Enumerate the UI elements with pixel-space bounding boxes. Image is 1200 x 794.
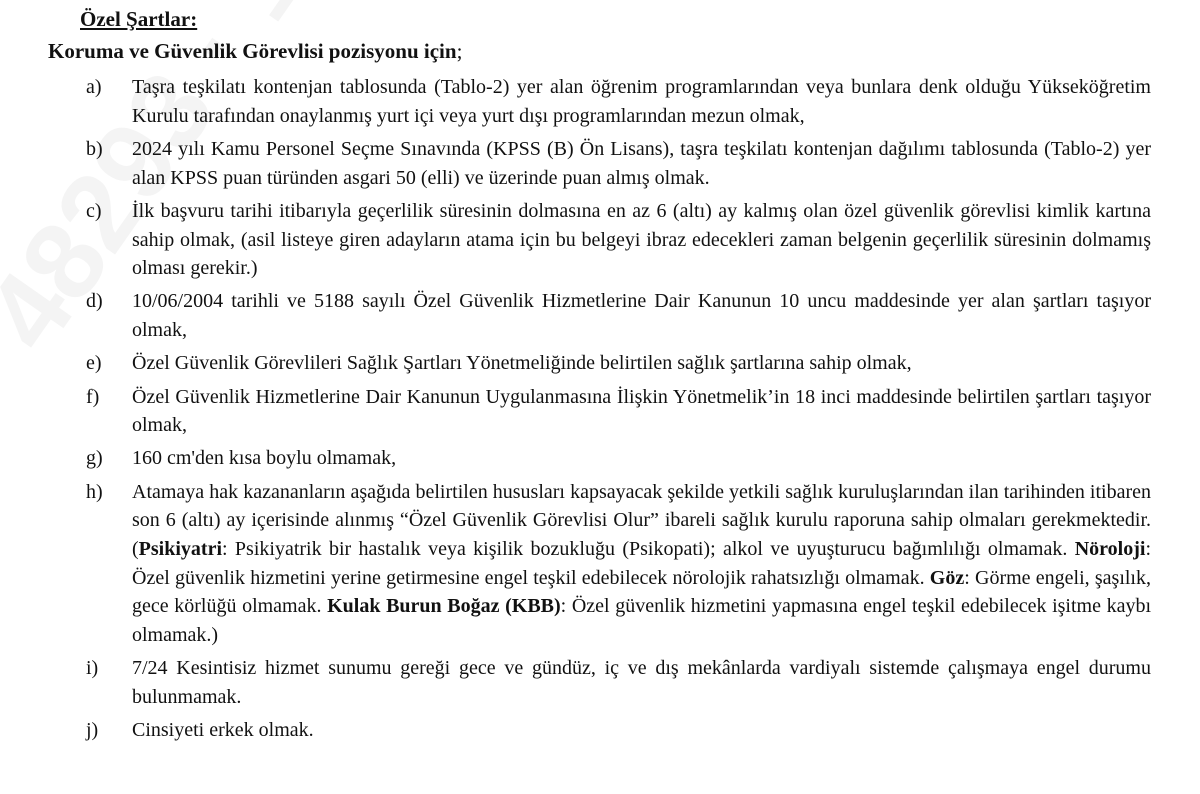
requirement-text-run: 10/06/2004 tarihli ve 5188 sayılı Özel Güvenlik Hizmetlerine Dair Kanunun 10 uncu maddesinde yer alan şartları taşıyor olmak,: [132, 290, 1151, 342]
requirement-text-run: : Psikiyatrik bir hastalık veya kişilik bozukluğu (Psikopati); alkol ve uyuşturucu bağımlılığı olmamak.: [222, 538, 1075, 561]
requirement-marker: b): [86, 137, 103, 160]
intro-position-title: Koruma ve Güvenlik Görevlisi pozisyonu için: [48, 39, 457, 63]
requirement-text: [132, 478, 1151, 650]
requirement-text-run: 7/24 Kesintisiz hizmet sunumu gereği gece ve gündüz, iç ve dış mekânlarda vardiyalı sistemde çalışmaya engel durumu bulunmamak.: [132, 657, 1151, 709]
requirement-item: [0, 197, 1200, 283]
requirement-text: [132, 383, 1151, 440]
requirement-text-run: : Özel güvenlik hizmetini yerine getirmesine engel teşkil edebilecek nörolojik rahatsızlığı olmamak.: [132, 538, 1151, 589]
requirement-text-run: : Görme engeli, şaşılık, gece körlüğü olmamak.: [132, 566, 1151, 618]
requirement-marker: h): [86, 480, 103, 503]
requirement-text: [132, 654, 1151, 711]
requirement-text-run: İlk başvuru tarihi itibarıyla geçerlilik süresinin dolmasına en az 6 (altı) ay kalmış olan özel güvenlik görevlisi kimlik kartına sahip olmak, (asil listeye giren adayların atama için bu belgeyi ibraz edecekleri zaman belgenin geçerlilik süresinin dolmamış olması gerekir.): [132, 199, 1151, 280]
requirement-item: [0, 654, 1200, 711]
requirement-item: [0, 287, 1200, 344]
requirement-item: [0, 383, 1200, 440]
requirement-marker: j): [86, 719, 99, 742]
requirement-marker: g): [86, 447, 103, 470]
requirement-text: [132, 73, 1151, 130]
requirement-text: [132, 287, 1151, 344]
requirement-item: [0, 349, 1200, 378]
requirement-bold-term: Kulak Burun Boğaz (KBB): [327, 595, 561, 618]
requirement-text-run: 2024 yılı Kamu Personel Seçme Sınavında (KPSS (B) Ön Lisans), taşra teşkilatı kontenjan dağılımı tablosunda (Tablo-2) yer alan KPSS puan türünden asgari 50 (elli) ve üzerinde puan almış olmak.: [132, 137, 1151, 189]
requirement-bold-term: Psikiyatri: [138, 538, 223, 561]
requirement-item: [0, 135, 1200, 192]
intro-line: [48, 37, 462, 65]
requirement-text: [132, 135, 1151, 192]
requirement-text: [132, 349, 1151, 378]
requirement-text-run: Özel Güvenlik Hizmetlerine Dair Kanunun Uygulanmasına İlişkin Yönetmelik’in 18 inci maddesinde belirtilen şartları taşıyor olmak,: [132, 385, 1151, 437]
requirement-text-run: Cinsiyeti erkek olmak.: [132, 719, 314, 742]
requirement-text-run: Özel Güvenlik Görevlileri Sağlık Şartları Yönetmeliğinde belirtilen sağlık şartlarına sahip olmak,: [132, 352, 912, 375]
requirement-text-run: Atamaya hak kazananların aşağıda belirtilen hususları kapsayacak şekilde yetkili sağlık kuruluşlarından ilan tarihinden itibaren son 6 (altı) ay içerisinde alınmış “Özel Güvenlik Görevlisi Olur” ibareli sağlık kurulu raporuna sahip olmaları gerekmektedir. (: [132, 480, 1151, 561]
requirement-item: [0, 716, 1200, 745]
requirement-text: [132, 197, 1151, 283]
requirement-bold-term: Göz: [929, 566, 965, 589]
requirement-marker: f): [86, 385, 100, 408]
requirement-text-run: : Özel güvenlik hizmetini yapmasına engel teşkil edebilecek işitme kaybı olmamak.): [132, 595, 1151, 647]
requirement-marker: e): [86, 352, 102, 375]
requirement-marker: d): [86, 290, 103, 313]
requirement-bold-term: Nöroloji: [1074, 538, 1146, 561]
requirement-marker: i): [86, 657, 99, 680]
requirement-text-run: 160 cm'den kısa boylu olmamak,: [132, 447, 397, 470]
requirement-text-run: Taşra teşkilatı kontenjan tablosunda (Tablo-2) yer alan öğrenim programlarından veya bunlara denk olduğu Yükseköğretim Kurulu tarafından onaylanmış yurt içi veya yurt dışı programlarından mezun olmak,: [132, 76, 1151, 127]
requirement-marker: c): [86, 199, 102, 222]
requirement-item: [0, 478, 1200, 650]
section-heading: Özel Şartlar:: [80, 7, 198, 31]
requirements-list: [0, 73, 1200, 749]
requirement-item: [0, 444, 1200, 473]
requirement-marker: a): [86, 76, 102, 98]
requirement-item: [0, 73, 1200, 130]
requirement-text: [132, 716, 1151, 745]
requirement-text: [132, 444, 1151, 473]
intro-punctuation: ;: [456, 39, 463, 63]
